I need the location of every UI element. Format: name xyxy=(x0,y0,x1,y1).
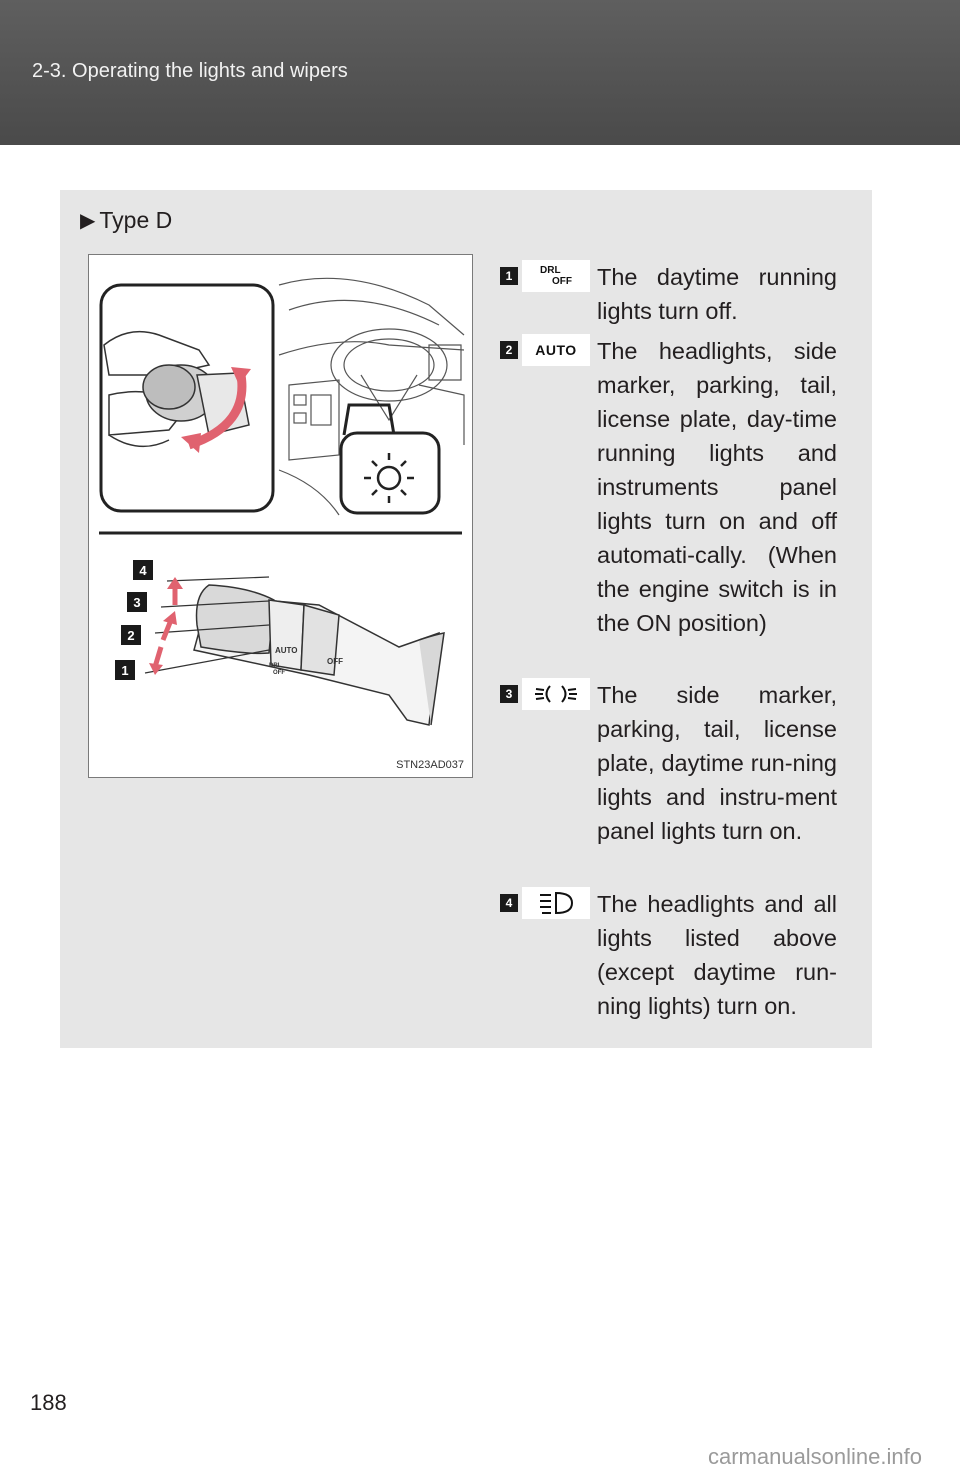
type-label: Type D xyxy=(99,207,173,233)
triangle-bullet-icon: ▶ xyxy=(80,210,96,232)
watermark: carmanualsonline.info xyxy=(707,1444,922,1469)
item-description: The side marker, parking, tail, license plate, daytime run-ning lights and instru-ment panel lights turn on. xyxy=(597,682,837,844)
headlight-icon xyxy=(522,887,590,919)
drl-off-icon xyxy=(522,260,590,292)
callout-2: 2 xyxy=(127,628,135,643)
item-description: The headlights, side marker, parking, tail, license plate, day-time running lights and instruments panel lights turn on and off automati-cally. (When the engine switch is in the ON position) xyxy=(597,338,837,636)
auto-icon xyxy=(522,334,590,366)
lever-drl-off-label: OFF xyxy=(273,670,285,676)
type-heading xyxy=(80,207,172,234)
figure-callouts xyxy=(115,560,153,680)
callout-1: 1 xyxy=(121,663,129,678)
light-switch-illustration xyxy=(88,254,473,778)
item-description: The daytime running lights turn off. xyxy=(597,264,837,324)
callout-3: 3 xyxy=(133,595,141,610)
item-description: The headlights and all lights listed above (except daytime run-ning lights) turn on. xyxy=(597,891,837,1019)
lever-auto-label: AUTO xyxy=(275,646,298,655)
figure-code: STN23AD037 xyxy=(396,759,464,771)
page-header xyxy=(0,0,960,145)
list-item xyxy=(500,674,840,880)
item-number: 4 xyxy=(500,894,518,912)
item-number: 2 xyxy=(500,341,518,359)
list-item xyxy=(500,883,840,1023)
item-number: 3 xyxy=(500,685,518,703)
item-number: 1 xyxy=(500,267,518,285)
list-item xyxy=(500,330,840,670)
lever-off-label: OFF xyxy=(327,657,343,666)
callout-4: 4 xyxy=(139,563,147,578)
side-marker-lights-icon xyxy=(522,678,590,710)
list-item xyxy=(500,256,840,332)
page-number: 188 xyxy=(30,1390,67,1415)
illustration-drawing xyxy=(89,255,472,777)
drl-symbol-line2: OFF xyxy=(552,276,572,287)
drl-symbol-line1: DRL xyxy=(540,265,561,276)
section-title: 2-3. Operating the lights and wipers xyxy=(32,60,348,82)
lever-drl-label: DRL xyxy=(269,663,282,669)
auto-symbol-text: AUTO xyxy=(535,342,577,358)
